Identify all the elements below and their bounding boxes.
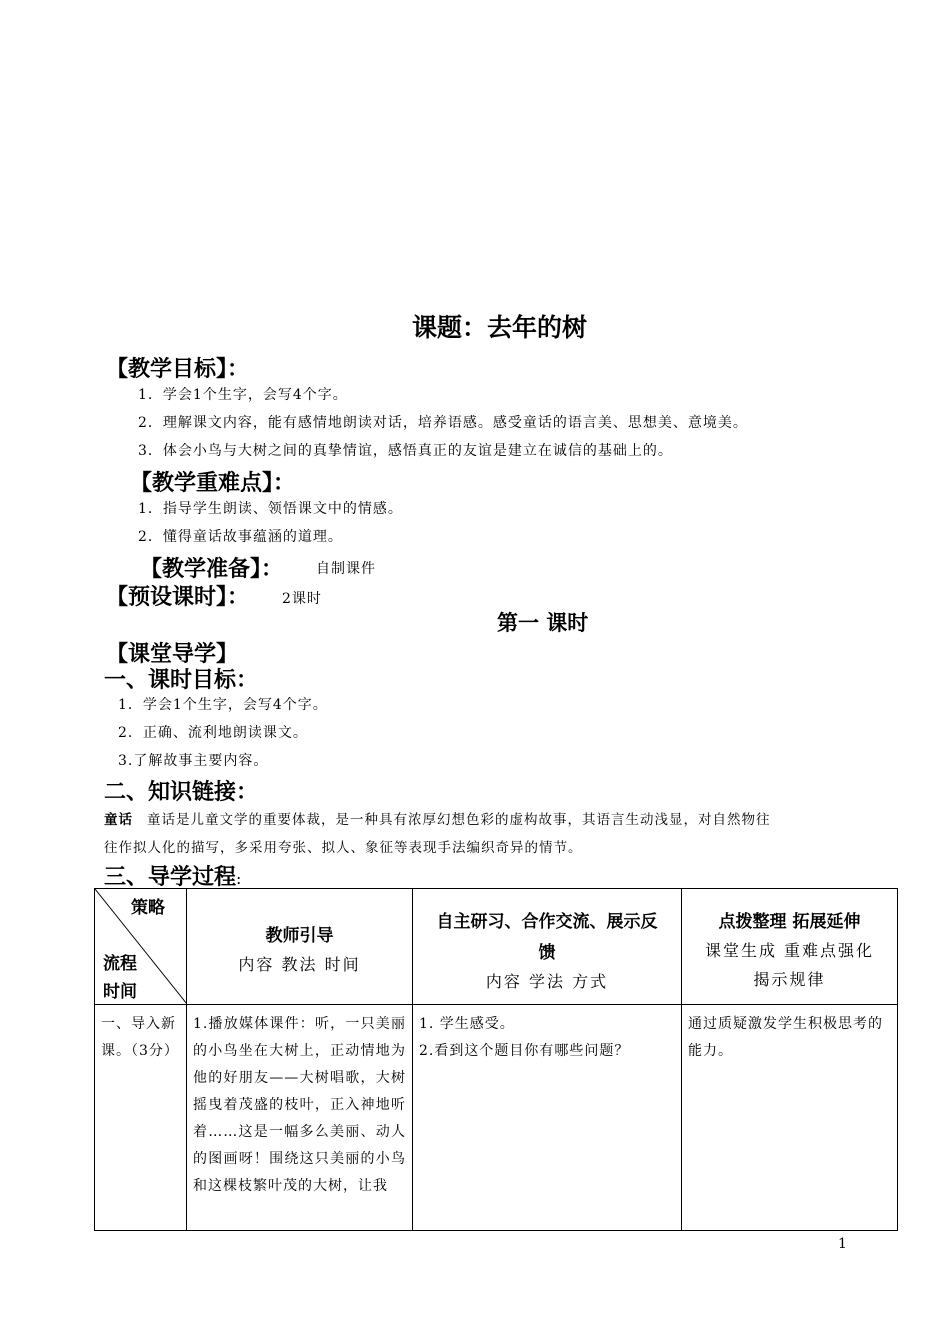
header-teacher	[187, 889, 413, 1005]
guide-table	[94, 888, 898, 1231]
preparation-heading: 【教学准备】：	[140, 557, 284, 582]
header-student	[413, 889, 682, 1005]
knowledge-line-2: 往作拟人化的描写，多采用夸张、拟人、象征等表现手法编织奇异的情节。	[104, 840, 583, 856]
objective-item: 2．理解课文内容，能有感情地朗读对话，培养语感。感受童话的语言美、思想美、意境美。	[138, 415, 748, 431]
table-row	[95, 1005, 898, 1231]
header-student-sub: 内容 学法 方式	[485, 972, 609, 991]
row-student-text-1: 1. 学生感受。	[419, 1016, 515, 1032]
objective-item: 1．学会1个生字，会写4个字。	[138, 387, 348, 403]
row-student-text-2: 2.看到这个题目你有哪些问题？	[419, 1043, 630, 1059]
periods-heading: 【预设课时】：	[106, 585, 250, 610]
row-extend-text: 通过质疑激发学生积极思考的能力。	[688, 1016, 883, 1059]
section3-heading: 三、导学过程	[104, 865, 237, 890]
section1-item: 3.了解故事主要内容。	[118, 753, 269, 769]
preparation-value: 自制课件	[316, 561, 376, 577]
header-extend-sub-1: 课堂生成 重难点强化	[704, 941, 875, 960]
periods-value: 2课时	[282, 591, 322, 607]
section2-heading: 二、知识链接：	[104, 780, 259, 805]
row-stage	[95, 1005, 187, 1231]
section3-colon: :	[236, 869, 242, 888]
header-teacher-sub: 内容 教法 时间	[238, 955, 361, 974]
header-extend	[682, 889, 898, 1005]
knowledge-line-1	[104, 808, 771, 828]
table-header-row	[95, 889, 898, 1005]
header-teacher-title: 教师引导	[265, 926, 334, 946]
header-extend-title: 点拨整理 拓展延伸	[718, 912, 861, 932]
corner-bottom-label-2: 时间	[103, 982, 137, 1002]
corner-cell	[95, 889, 187, 1005]
lesson-title: 第一 课时	[497, 611, 589, 635]
header-extend-sub-2: 揭示规律	[753, 970, 826, 989]
row-teacher	[187, 1005, 413, 1231]
knowledge-term: 童话	[104, 812, 133, 828]
header-student-title-1: 自主研习、合作交流、展示反	[436, 912, 658, 932]
knowledge-text-1: 童话是儿童文学的重要体裁，是一种具有浓厚幻想色彩的虚构故事，其语言生动浅显，对自然物往	[147, 812, 771, 828]
page-title: 课题：去年的树	[412, 313, 588, 342]
classroom-guide-heading: 【课堂导学】	[106, 642, 239, 667]
row-teacher-text: 1.播放媒体课件：听，一只美丽的小鸟坐在大树上，正动情地为他的好朋友——大树唱歌，大树摇曳着茂盛的枝叶，正入神地听着……这是一幅多么美丽、动人的图画呀！围绕这只美丽的小鸟和这棵枝繁叶茂的大树，让我	[193, 1016, 406, 1194]
row-extend	[682, 1005, 898, 1231]
difficulties-heading: 【教学重难点】：	[130, 471, 296, 496]
difficulty-item: 1．指导学生朗读、领悟课文中的情感。	[138, 501, 403, 517]
row-student	[413, 1005, 682, 1231]
section1-item: 2．正确、流利地朗读课文。	[118, 725, 308, 741]
difficulty-item: 2．懂得童话故事蕴涵的道理。	[138, 529, 343, 545]
corner-top-label: 策略	[131, 898, 165, 918]
section3-heading-wrap	[104, 860, 241, 891]
section1-heading: 一、课时目标：	[104, 668, 259, 693]
section1-item: 1．学会1个生字，会写4个字。	[118, 697, 328, 713]
page-number: 1	[838, 1236, 847, 1252]
objective-item: 3．体会小鸟与大树之间的真挚情谊，感悟真正的友谊是建立在诚信的基础上的。	[138, 443, 673, 459]
row-stage-text: 一、导入新课。（3分）	[101, 1016, 179, 1059]
corner-bottom-label-1: 流程	[103, 954, 137, 974]
header-student-title-2: 馈	[538, 943, 556, 963]
objectives-heading: 【教学目标】：	[106, 357, 250, 382]
